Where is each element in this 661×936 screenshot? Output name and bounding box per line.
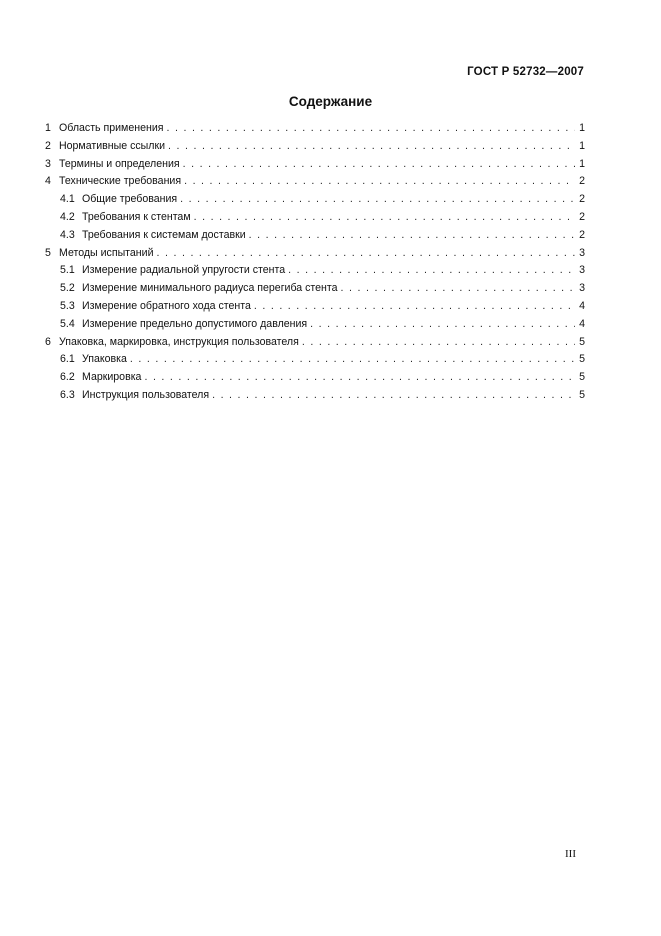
toc-entry-page: 4 [579,317,585,330]
toc-dot-leader [157,245,576,263]
toc-dot-leader [254,298,575,316]
toc-entry-number: 4.1 [60,193,75,206]
toc-entry-number: 6.1 [60,353,75,366]
toc-dot-leader [288,262,575,280]
toc-dot-leader [194,209,575,227]
toc-entry-label: Методы испытаний [59,246,154,259]
toc-entry-label: Измерение предельно допустимого давления [82,317,308,330]
toc-entry-page: 4 [579,299,585,312]
toc-entry-label: Область применения [59,122,164,134]
toc-entry-page: 5 [579,388,585,401]
toc-entry[interactable] [45,209,585,227]
page-number: III [565,848,576,860]
toc-entry-number: 4 [45,175,51,188]
toc-dot-leader [249,227,575,245]
toc-entry-label: Упаковка, маркировка, инструкция пользователя [59,335,299,348]
toc-entry-label: Инструкция пользователя [82,388,210,401]
toc-entry-label: Упаковка [82,353,127,366]
toc-entry[interactable] [45,173,585,191]
toc-entry[interactable] [45,191,585,209]
toc-entry-page: 5 [579,353,585,366]
toc-entry-label: Технические требования [59,175,182,188]
toc-entry-page: 3 [579,264,585,277]
toc-dot-leader [144,369,575,387]
toc-entry[interactable] [45,262,585,280]
toc-entry[interactable] [45,351,585,369]
toc-entry-page: 3 [579,246,585,259]
toc-dot-leader [341,280,575,298]
toc-entry-page: 1 [579,157,585,170]
toc-entry-label: Общие требования [82,193,178,206]
toc-entry-number: 6.2 [60,371,75,384]
toc-dot-leader [310,316,575,334]
toc-entry-label: Измерение радиальной упругости стента [82,264,286,277]
table-of-contents [45,120,585,405]
toc-entry-number: 5.2 [60,282,75,295]
toc-entry[interactable] [45,298,585,316]
toc-entry-label: Требования к системам доставки [82,228,246,241]
toc-title: Содержание [288,94,373,109]
toc-entry[interactable] [45,316,585,334]
toc-entry-page: 5 [579,335,585,348]
toc-entry-number: 5 [45,246,51,259]
document-code: ГОСТ Р 52732—2007 [467,66,584,78]
toc-entry-page: 2 [579,193,585,206]
toc-entry-label: Маркировка [82,371,142,384]
toc-dot-leader [302,334,575,352]
toc-entry-label: Термины и определения [59,157,180,170]
toc-entry[interactable] [45,138,585,156]
toc-entry[interactable] [45,334,585,352]
toc-dot-leader [168,138,575,156]
toc-entry-page: 2 [579,228,585,241]
toc-dot-leader [166,120,575,138]
toc-dot-leader [130,351,575,369]
toc-entry-page: 1 [579,139,585,152]
toc-entry-page: 5 [579,371,585,384]
toc-entry[interactable] [45,227,585,245]
toc-dot-leader [184,173,575,191]
toc-entry-label: Нормативные ссылки [59,139,166,152]
toc-entry[interactable] [45,280,585,298]
toc-entry-page: 2 [579,175,585,188]
toc-entry-label: Требования к стентам [82,210,191,223]
toc-entry-number: 4.2 [60,210,75,223]
toc-entry-label: Измерение обратного хода стента [82,299,251,312]
toc-entry[interactable] [45,156,585,174]
toc-dot-leader [212,387,575,405]
toc-entry-number: 6.3 [60,388,75,401]
toc-entry[interactable] [45,387,585,405]
toc-entry-number: 5.3 [60,299,75,312]
toc-entry-number: 4.3 [60,228,75,241]
toc-entry-number: 6 [45,335,51,348]
toc-entry-number: 5.1 [60,264,75,277]
toc-entry[interactable] [45,120,585,138]
toc-entry-number: 5.4 [60,317,75,330]
toc-entry[interactable] [45,245,585,263]
toc-entry-page: 3 [579,282,585,295]
toc-dot-leader [180,191,575,209]
toc-entry-page: 1 [579,122,585,134]
toc-entry-number: 3 [45,157,51,170]
toc-entry-number: 1 [45,122,51,134]
toc-entry-number: 2 [45,139,51,152]
toc-dot-leader [183,156,575,174]
toc-entry-label: Измерение минимального радиуса перегиба стента [82,282,338,295]
toc-entry-page: 2 [579,210,585,223]
toc-entry[interactable] [45,369,585,387]
